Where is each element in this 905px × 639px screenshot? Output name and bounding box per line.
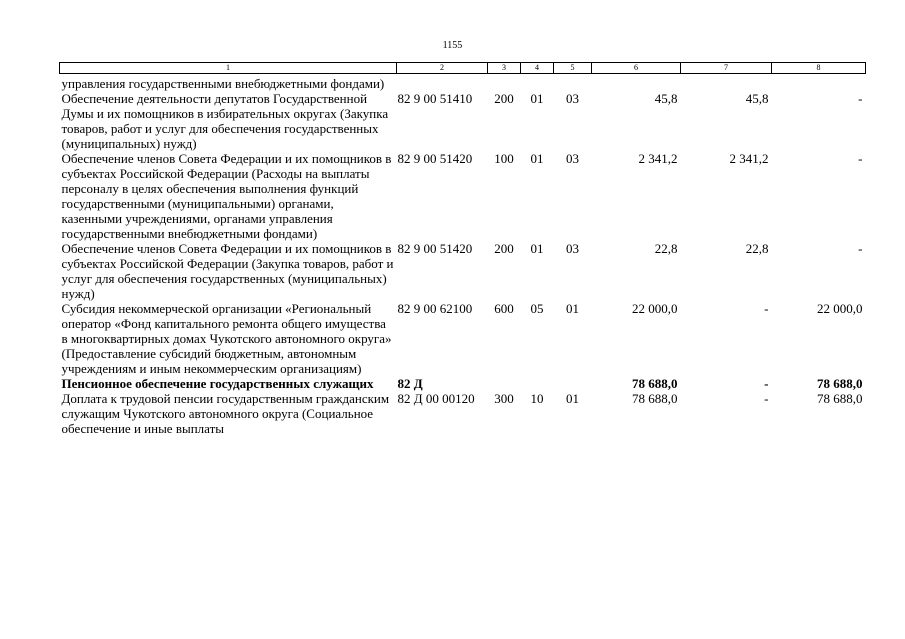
row-value-8: 22 000,0 <box>817 301 863 316</box>
row-rz: 10 <box>530 391 544 406</box>
section-name: Пенсионное обеспечение государственных служащих <box>61 376 374 391</box>
col-header-8: 8 <box>772 63 866 74</box>
row-name: управления государственными внебюджетными фондами) <box>61 76 385 91</box>
row-rz: 01 <box>530 241 544 256</box>
row-value-6: 22,8 <box>654 241 678 256</box>
row-code: 82 Д 00 00120 <box>397 391 475 406</box>
row-value-7 <box>681 74 772 92</box>
row-value-8: - <box>858 91 863 106</box>
row-value-8: - <box>858 241 863 256</box>
row-pr: 03 <box>566 91 579 106</box>
row-name: Обеспечение членов Совета Федерации и их помощников в субъектах Российской Федерации (Закупка товаров, работ и услуг для обеспечения государственных (муниципальных) нужд) <box>61 241 394 301</box>
row-vr: 200 <box>494 241 514 256</box>
row-value-6: 45,8 <box>654 91 678 106</box>
row-pr <box>554 376 592 391</box>
row-value-7: 2 341,2 <box>729 151 769 166</box>
row-name: Обеспечение членов Совета Федерации и их помощников в субъектах Российской Федерации (Расходы на выплаты персоналу в целях обеспечения выполнения функций государственными (муниципальными) органами, казенными учреждениями, органами управления государственными внебюджетными фондами) <box>61 151 392 241</box>
col-header-2: 2 <box>397 63 488 74</box>
page-bottom-margin <box>0 612 905 639</box>
row-code: 82 9 00 51410 <box>397 91 473 106</box>
row-code: 82 9 00 51420 <box>397 151 473 166</box>
col-header-5: 5 <box>554 63 592 74</box>
row-value-6: 2 341,2 <box>638 151 678 166</box>
row-vr <box>488 74 521 92</box>
col-header-4: 4 <box>521 63 554 74</box>
row-name: Обеспечение деятельности депутатов Государственной Думы и их помощников в избирательных округах (Закупка товаров, работ и услуг для обеспечения государственных (муниципальных) нужд) <box>61 91 389 151</box>
row-rz: 01 <box>530 91 544 106</box>
row-rz <box>521 376 554 391</box>
page-number: 1155 <box>442 40 463 51</box>
table-row <box>60 74 866 92</box>
table-row <box>60 301 866 376</box>
row-vr: 100 <box>494 151 514 166</box>
row-rz: 01 <box>530 151 544 166</box>
row-name: Доплата к трудовой пенсии государственным гражданским служащим Чукотского автономного округа (Социальное обеспечение и иные выплаты <box>61 391 390 436</box>
row-vr: 300 <box>494 391 514 406</box>
table-row-section <box>60 376 866 391</box>
section-code: 82 Д <box>397 376 423 391</box>
row-value-8: 78 688,0 <box>817 391 863 406</box>
row-rz <box>521 74 554 92</box>
col-header-6: 6 <box>592 63 681 74</box>
row-value-8 <box>772 74 866 92</box>
row-pr <box>554 74 592 92</box>
col-header-7: 7 <box>681 63 772 74</box>
row-code: 82 9 00 51420 <box>397 241 473 256</box>
row-pr: 03 <box>566 241 579 256</box>
section-value-8: 78 688,0 <box>817 376 863 391</box>
row-vr <box>488 376 521 391</box>
row-value-7: - <box>764 301 769 316</box>
row-value-7: 22,8 <box>745 241 769 256</box>
section-value-7: - <box>764 376 769 391</box>
table-row <box>60 241 866 301</box>
row-pr: 03 <box>566 151 579 166</box>
row-value-6: 78 688,0 <box>632 391 678 406</box>
row-pr: 01 <box>566 391 579 406</box>
row-code: 82 9 00 62100 <box>397 301 473 316</box>
budget-table <box>59 62 866 436</box>
row-value-6 <box>592 74 681 92</box>
row-value-6: 22 000,0 <box>632 301 678 316</box>
col-header-3: 3 <box>488 63 521 74</box>
row-rz: 05 <box>530 301 544 316</box>
row-value-7: 45,8 <box>745 91 769 106</box>
row-pr: 01 <box>566 301 579 316</box>
table-row <box>60 151 866 241</box>
row-vr: 200 <box>494 91 514 106</box>
header-row <box>60 63 866 74</box>
table-row <box>60 391 866 436</box>
section-value-6: 78 688,0 <box>632 376 678 391</box>
row-code <box>397 74 488 92</box>
row-vr: 600 <box>494 301 514 316</box>
row-value-8: - <box>858 151 863 166</box>
col-header-1: 1 <box>60 63 397 74</box>
row-name: Субсидия некоммерческой организации «Региональный оператор «Фонд капитального ремонта общего имущества в многоквартирных домах Чукотского автономного округа» (Предоставление субсидий бюджетным, автономным учреждениям и иным некоммерческим организациям) <box>61 301 392 376</box>
table-row <box>60 91 866 151</box>
row-value-7: - <box>764 391 769 406</box>
